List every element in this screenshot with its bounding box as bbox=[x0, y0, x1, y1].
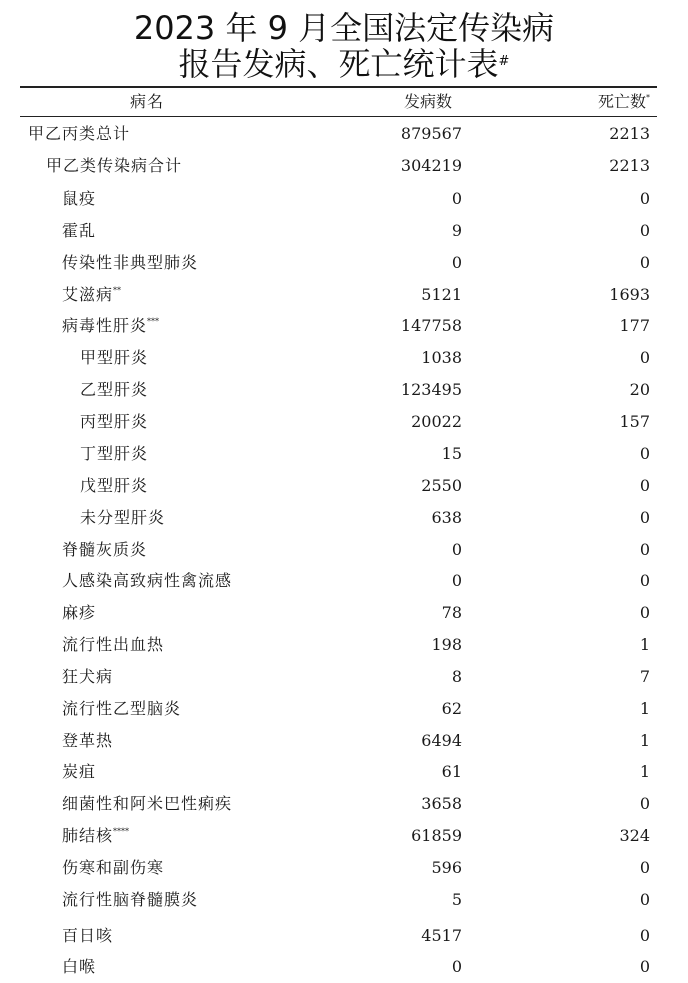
deaths-cell: 0 bbox=[639, 221, 650, 240]
disease-name: 乙型肝炎 bbox=[80, 380, 149, 399]
table-row bbox=[20, 408, 657, 436]
cases-cell: 9 bbox=[451, 221, 462, 240]
table-row bbox=[20, 790, 657, 818]
table-row bbox=[20, 567, 657, 595]
table-row bbox=[20, 631, 657, 659]
table-row bbox=[20, 953, 657, 981]
table-row bbox=[20, 249, 657, 277]
cases-cell: 198 bbox=[431, 635, 462, 654]
deaths-cell: 0 bbox=[639, 571, 650, 590]
disease-name: 狂犬病 bbox=[62, 667, 114, 686]
deaths-cell: 0 bbox=[639, 476, 650, 495]
disease-name: 鼠疫 bbox=[62, 189, 97, 208]
footnote-mark: ** bbox=[113, 286, 122, 295]
table-row bbox=[20, 727, 657, 755]
report-title-line2: 报告发病、死亡统计表# bbox=[178, 45, 510, 83]
table-row bbox=[20, 822, 657, 850]
deaths-cell: 0 bbox=[639, 957, 650, 976]
header-disease-name: 病名 bbox=[130, 92, 165, 111]
table-row bbox=[20, 504, 657, 532]
disease-name: 登革热 bbox=[62, 731, 114, 750]
header-cases: 发病数 bbox=[403, 92, 452, 111]
deaths-cell: 1 bbox=[639, 762, 650, 781]
cases-cell: 638 bbox=[431, 508, 462, 527]
cases-cell: 0 bbox=[451, 253, 462, 272]
table-row bbox=[20, 281, 657, 309]
deaths-cell: 0 bbox=[639, 603, 650, 622]
table-row bbox=[20, 185, 657, 213]
table-header bbox=[20, 88, 657, 116]
disease-name: 流行性脑脊髓膜炎 bbox=[62, 890, 199, 909]
deaths-cell: 0 bbox=[639, 253, 650, 272]
deaths-footnote-mark: * bbox=[646, 93, 650, 102]
disease-name: 艾滋病 bbox=[62, 285, 114, 304]
table-row bbox=[20, 695, 657, 723]
deaths-cell: 0 bbox=[639, 794, 650, 813]
table-row bbox=[20, 376, 657, 404]
deaths-cell: 0 bbox=[639, 890, 650, 909]
cases-cell: 20022 bbox=[411, 412, 462, 431]
disease-name: 甲型肝炎 bbox=[80, 348, 149, 367]
cases-cell: 0 bbox=[451, 540, 462, 559]
cases-cell: 3658 bbox=[421, 794, 462, 813]
cases-cell: 596 bbox=[431, 858, 462, 877]
deaths-cell: 0 bbox=[639, 189, 650, 208]
table-row bbox=[20, 854, 657, 882]
footnote-mark: *** bbox=[147, 317, 160, 326]
deaths-cell: 2213 bbox=[609, 124, 650, 143]
cases-cell: 0 bbox=[451, 189, 462, 208]
deaths-cell: 324 bbox=[619, 826, 650, 845]
deaths-cell: 0 bbox=[639, 348, 650, 367]
cases-cell: 61 bbox=[441, 762, 462, 781]
cases-cell: 62 bbox=[441, 699, 462, 718]
table-header-rule bbox=[20, 116, 657, 117]
cases-cell: 6494 bbox=[421, 731, 462, 750]
deaths-cell: 20 bbox=[629, 380, 650, 399]
disease-name: 戊型肝炎 bbox=[80, 476, 149, 495]
deaths-cell: 1693 bbox=[609, 285, 650, 304]
cases-cell: 123495 bbox=[400, 380, 462, 399]
disease-name: 脊髓灰质炎 bbox=[62, 540, 148, 559]
table-row bbox=[20, 663, 657, 691]
disease-name: 未分型肝炎 bbox=[80, 508, 166, 527]
disease-name: 流行性乙型脑炎 bbox=[62, 699, 182, 718]
cases-cell: 78 bbox=[441, 603, 462, 622]
cases-cell: 1038 bbox=[421, 348, 462, 367]
cases-cell: 5 bbox=[451, 890, 462, 909]
deaths-cell: 7 bbox=[639, 667, 650, 686]
table-row bbox=[20, 599, 657, 627]
cases-cell: 8 bbox=[451, 667, 462, 686]
deaths-cell: 0 bbox=[639, 540, 650, 559]
disease-name: 细菌性和阿米巴性痢疾 bbox=[62, 794, 233, 813]
table-row bbox=[20, 472, 657, 500]
footnote-mark: **** bbox=[113, 827, 130, 836]
table-row bbox=[20, 152, 657, 180]
cases-cell: 2550 bbox=[421, 476, 462, 495]
cases-cell: 304219 bbox=[400, 156, 462, 175]
table-row bbox=[20, 922, 657, 950]
disease-name: 百日咳 bbox=[62, 926, 114, 945]
disease-name: 炭疽 bbox=[62, 762, 97, 781]
cases-cell: 879567 bbox=[400, 124, 462, 143]
disease-name: 人感染高致病性禽流感 bbox=[62, 571, 233, 590]
deaths-cell: 157 bbox=[619, 412, 650, 431]
table-row bbox=[20, 312, 657, 340]
disease-name: 丁型肝炎 bbox=[80, 444, 149, 463]
disease-name: 麻疹 bbox=[62, 603, 97, 622]
table-row bbox=[20, 440, 657, 468]
cases-cell: 5121 bbox=[421, 285, 462, 304]
cases-cell: 15 bbox=[441, 444, 462, 463]
disease-name: 甲乙类传染病合计 bbox=[46, 156, 183, 175]
table-row bbox=[20, 344, 657, 372]
header-deaths: 死亡数* bbox=[597, 92, 650, 111]
table-row bbox=[20, 886, 657, 914]
disease-name: 丙型肝炎 bbox=[80, 412, 149, 431]
disease-name: 肺结核 bbox=[62, 826, 114, 845]
deaths-cell: 1 bbox=[639, 731, 650, 750]
cases-cell: 0 bbox=[451, 957, 462, 976]
disease-name: 病毒性肝炎 bbox=[62, 316, 148, 335]
deaths-cell: 2213 bbox=[609, 156, 650, 175]
cases-cell: 61859 bbox=[411, 826, 462, 845]
deaths-cell: 0 bbox=[639, 926, 650, 945]
table-row bbox=[20, 758, 657, 786]
table-row bbox=[20, 120, 657, 148]
report-title-line1: 2023 年 9 月全国法定传染病 bbox=[133, 9, 555, 47]
deaths-cell: 1 bbox=[639, 699, 650, 718]
cases-cell: 147758 bbox=[400, 316, 462, 335]
disease-name: 流行性出血热 bbox=[62, 635, 165, 654]
deaths-cell: 1 bbox=[639, 635, 650, 654]
disease-name: 霍乱 bbox=[62, 221, 97, 240]
deaths-cell: 0 bbox=[639, 508, 650, 527]
cases-cell: 4517 bbox=[421, 926, 462, 945]
deaths-cell: 0 bbox=[639, 858, 650, 877]
disease-name: 传染性非典型肺炎 bbox=[62, 253, 199, 272]
disease-name: 白喉 bbox=[62, 957, 97, 976]
table-row bbox=[20, 217, 657, 245]
deaths-cell: 177 bbox=[619, 316, 650, 335]
disease-name: 伤寒和副伤寒 bbox=[62, 858, 165, 877]
table-row bbox=[20, 536, 657, 564]
cases-cell: 0 bbox=[451, 571, 462, 590]
deaths-cell: 0 bbox=[639, 444, 650, 463]
title-footnote-mark: # bbox=[498, 54, 510, 69]
disease-name: 甲乙丙类总计 bbox=[28, 124, 131, 143]
